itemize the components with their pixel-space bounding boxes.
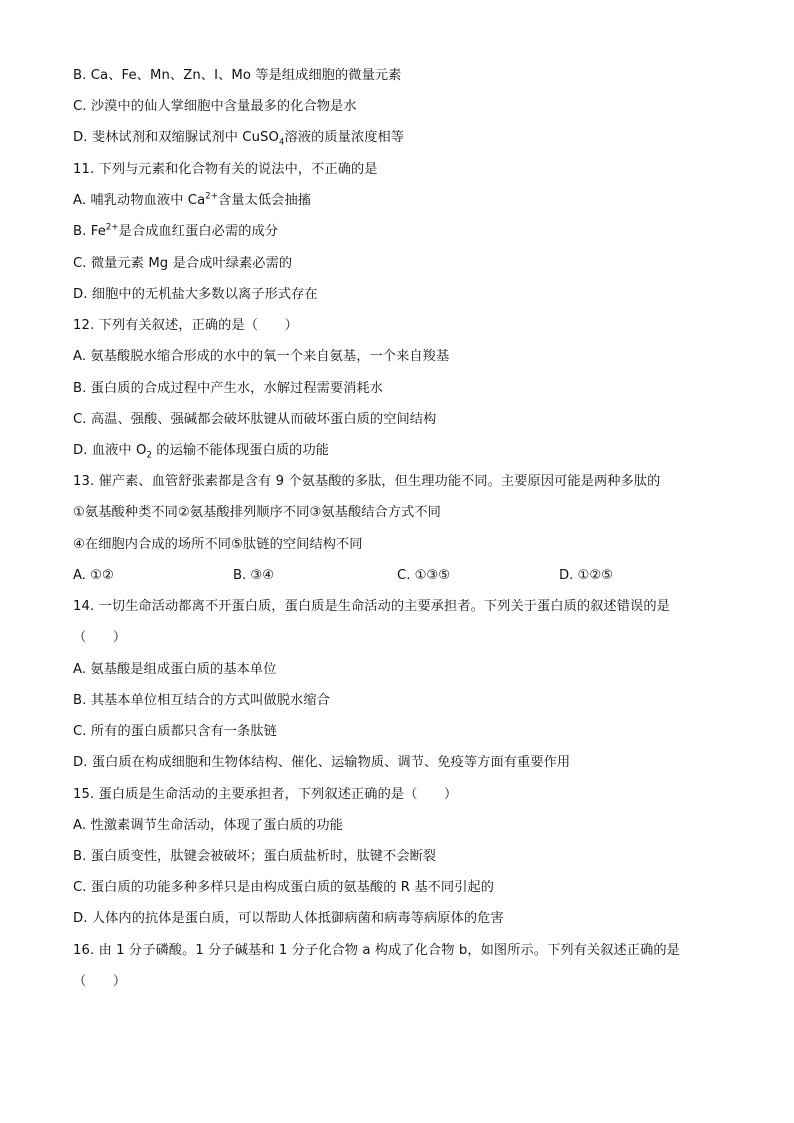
q13-statement-2: ④在细胞内合成的场所不同⑤肽链的空间结构不同 xyxy=(73,537,363,552)
question-16: 16. 由 1 分子磷酸。1 分子碱基和 1 分子化合物 a 构成了化合物 b，如图所示。下列有关叙述正确的是 xyxy=(73,943,680,958)
q11-option-d: D. 细胞中的无机盐大多数以离子形式存在 xyxy=(73,287,318,302)
question-13: 13. 催产素、血管舒张素都是含有 9 个氨基酸的多肽，但生理功能不同。主要原因可能是两种多肽的 xyxy=(73,474,661,489)
q13-option-a: A. ①② xyxy=(73,568,114,583)
q11-option-a: A. 哺乳动物血液中 $Ca^{2+}$含量太低会抽搐 xyxy=(73,191,312,208)
q15-option-c: C. 蛋白质的功能多种多样只是由构成蛋白质的氨基酸的 R 基不同引起的 xyxy=(73,880,495,895)
q11-option-b: B. $Fe^{2+}$是合成血红蛋白必需的成分 xyxy=(73,222,279,239)
q14-answer-paren: （ ） xyxy=(73,630,127,645)
q15-option-a: A. 性激素调节生命活动，体现了蛋白质的功能 xyxy=(73,818,343,833)
q12-option-b: B. 蛋白质的合成过程中产生水，水解过程需要消耗水 xyxy=(73,381,384,396)
q14-option-b: B. 其基本单位相互结合的方式叫做脱水缩合 xyxy=(73,693,330,708)
question-11: 11. 下列与元素和化合物有关的说法中，不正确的是 xyxy=(73,162,378,177)
q15-option-d: D. 人体内的抗体是蛋白质，可以帮助人体抵御病菌和病毒等病原体的危害 xyxy=(73,911,504,926)
q12-option-d: D. 血液中 $O_2$ 的运输不能体现蛋白质的功能 xyxy=(73,443,330,461)
q11-option-c: C. 微量元素 Mg 是合成叶绿素必需的 xyxy=(73,256,293,271)
question-12: 12. 下列有关叙述，正确的是（ ） xyxy=(73,318,298,333)
q12-option-a: A. 氨基酸脱水缩合形成的水中的氧一个来自氨基，一个来自羧基 xyxy=(73,349,450,364)
q13-option-d: D. ①②⑤ xyxy=(559,568,614,583)
question-14: 14. 一切生命活动都离不开蛋白质，蛋白质是生命活动的主要承担者。下列关于蛋白质的叙述错误的是 xyxy=(73,599,670,614)
q13-option-b: B. ③④ xyxy=(233,568,275,583)
q12-option-c: C. 高温、强酸、强碱都会破坏肽键从而破坏蛋白质的空间结构 xyxy=(73,412,437,427)
q10-option-b: B. Ca、Fe、Mn、Zn、I、Mo 等是组成细胞的微量元素 xyxy=(73,68,402,83)
q13-options xyxy=(73,567,713,585)
q10-option-c: C. 沙漠中的仙人掌细胞中含量最多的化合物是水 xyxy=(73,99,357,114)
q13-statement-1: ①氨基酸种类不同②氨基酸排列顺序不同③氨基酸结合方式不同 xyxy=(73,505,441,520)
q14-option-a: A. 氨基酸是组成蛋白质的基本单位 xyxy=(73,662,277,677)
q14-option-c: C. 所有的蛋白质都只含有一条肽链 xyxy=(73,724,277,739)
question-15: 15. 蛋白质是生命活动的主要承担者，下列叙述正确的是（ ） xyxy=(73,787,458,802)
q14-option-d: D. 蛋白质在构成细胞和生物体结构、催化、运输物质、调节、免疫等方面有重要作用 xyxy=(73,755,571,770)
q13-option-c: C. ①③⑤ xyxy=(397,568,451,583)
q10-option-d: D. 斐林试剂和双缩脲试剂中 CuSO$_4$溶液的质量浓度相等 xyxy=(73,130,405,148)
q16-answer-paren: （ ） xyxy=(73,974,127,989)
q15-option-b: B. 蛋白质变性，肽键会被破坏；蛋白质盐析时，肽键不会断裂 xyxy=(73,849,437,864)
